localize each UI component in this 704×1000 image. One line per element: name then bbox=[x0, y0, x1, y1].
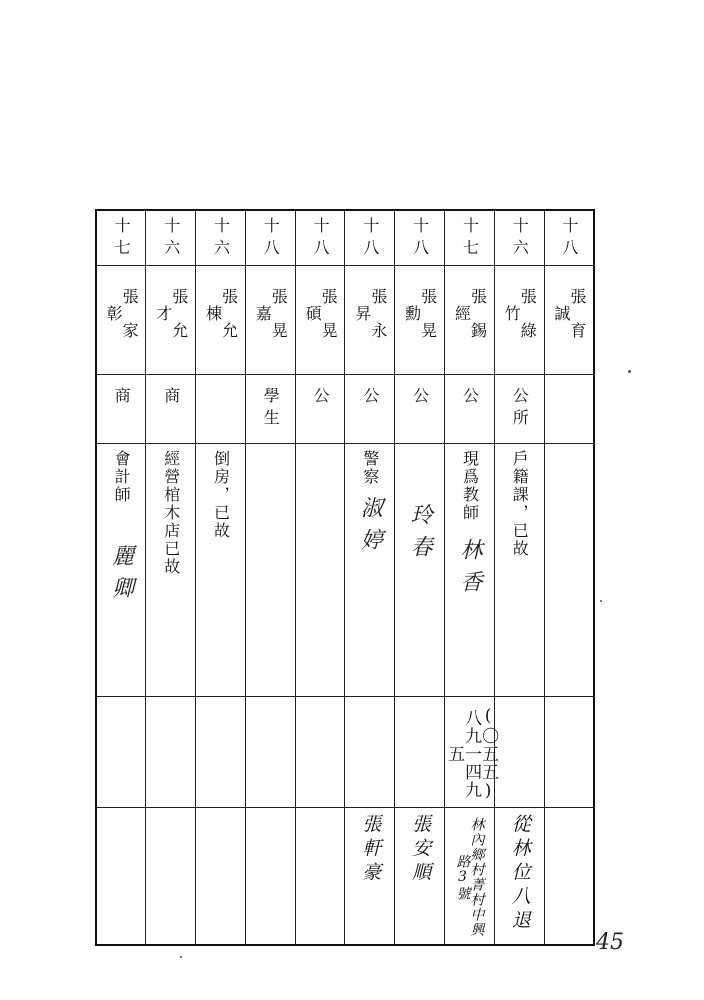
handwritten-char: 玲 bbox=[407, 503, 433, 531]
name-cell bbox=[494, 266, 544, 375]
name-cell bbox=[245, 266, 295, 375]
scan-speck bbox=[180, 956, 182, 958]
generation-cell bbox=[345, 210, 395, 266]
address-cell bbox=[245, 808, 295, 946]
generation-text: 十八 bbox=[360, 217, 380, 261]
notes-cell bbox=[494, 444, 544, 697]
handwritten-char: 淑 bbox=[357, 496, 383, 524]
person-name: 張允棟 bbox=[203, 288, 239, 356]
notes-cell bbox=[445, 444, 495, 697]
handwritten-char: 婷 bbox=[357, 528, 383, 556]
name-cell bbox=[146, 266, 196, 375]
address-cell bbox=[395, 808, 445, 946]
person-name: 張錫經 bbox=[452, 288, 488, 356]
occupation-cell bbox=[146, 375, 196, 444]
generation-cell bbox=[146, 210, 196, 266]
handwritten-address: 從林位八退 bbox=[508, 814, 531, 934]
generation-cell bbox=[295, 210, 345, 266]
spouse-handwriting bbox=[97, 544, 145, 608]
address-cell bbox=[494, 808, 544, 946]
spouse-handwriting bbox=[395, 503, 444, 567]
name-cell bbox=[544, 266, 594, 375]
notes-cell bbox=[245, 444, 295, 697]
scan-speck bbox=[600, 600, 602, 602]
address-row bbox=[96, 808, 594, 946]
name-cell bbox=[345, 266, 395, 375]
phone-cell bbox=[96, 697, 146, 808]
generation-cell bbox=[494, 210, 544, 266]
generation-cell bbox=[96, 210, 146, 266]
address-cell bbox=[96, 808, 146, 946]
occupation-row bbox=[96, 375, 594, 444]
phone-cell bbox=[494, 697, 544, 808]
occupation-text: 公 bbox=[311, 387, 331, 409]
address-cell bbox=[345, 808, 395, 946]
handwritten-char: 春 bbox=[407, 535, 433, 563]
notes-text: 戶籍課，已故 bbox=[510, 450, 530, 558]
address-cell bbox=[196, 808, 246, 946]
name-cell bbox=[96, 266, 146, 375]
occupation-text: 商 bbox=[112, 387, 132, 409]
phone-cell bbox=[544, 697, 594, 808]
occupation-text: 公 bbox=[360, 387, 380, 409]
occupation-cell bbox=[196, 375, 246, 444]
occupation-cell bbox=[295, 375, 345, 444]
generation-text: 十六 bbox=[510, 217, 530, 261]
notes-row bbox=[96, 444, 594, 697]
phone-cell bbox=[146, 697, 196, 808]
name-cell bbox=[295, 266, 345, 375]
address-cell bbox=[544, 808, 594, 946]
occupation-cell bbox=[96, 375, 146, 444]
phone-cell bbox=[245, 697, 295, 808]
occupation-text: 公 bbox=[410, 387, 430, 409]
occupation-cell bbox=[544, 375, 594, 444]
generation-text: 十七 bbox=[112, 217, 132, 261]
handwritten-address: 張安順 bbox=[409, 814, 432, 886]
person-name: 張允才 bbox=[153, 288, 189, 356]
occupation-cell bbox=[494, 375, 544, 444]
address-cell bbox=[146, 808, 196, 946]
notes-text: 會計師 bbox=[112, 450, 132, 504]
notes-stack bbox=[97, 444, 145, 504]
notes-text: 現爲教師 bbox=[460, 450, 480, 522]
address-cell bbox=[445, 808, 495, 946]
notes-cell bbox=[96, 444, 146, 697]
notes-cell bbox=[544, 444, 594, 697]
phone-row bbox=[96, 697, 594, 808]
handwritten-char: 卿 bbox=[108, 576, 134, 604]
name-cell bbox=[445, 266, 495, 375]
phone-cell bbox=[295, 697, 345, 808]
occupation-cell bbox=[395, 375, 445, 444]
generation-text: 十八 bbox=[311, 217, 331, 261]
generation-cell bbox=[445, 210, 495, 266]
occupation-text: 學生 bbox=[261, 387, 281, 431]
generation-text: 十八 bbox=[261, 217, 281, 261]
notes-cell bbox=[395, 444, 445, 697]
name-cell bbox=[196, 266, 246, 375]
occupation-text: 公 bbox=[460, 387, 480, 409]
person-name: 張晃碩 bbox=[303, 288, 339, 356]
phone-number: (〇五五)八九一四九五 bbox=[444, 706, 499, 802]
generation-text: 十八 bbox=[410, 217, 430, 261]
name-cell bbox=[395, 266, 445, 375]
notes-cell bbox=[345, 444, 395, 697]
generation-text: 十七 bbox=[460, 217, 480, 261]
address-cell bbox=[295, 808, 345, 946]
occupation-text: 商 bbox=[161, 387, 181, 409]
generation-cell bbox=[395, 210, 445, 266]
name-row bbox=[96, 266, 594, 375]
occupation-cell bbox=[345, 375, 395, 444]
person-name: 張晃勳 bbox=[402, 288, 438, 356]
spouse-handwriting bbox=[445, 538, 494, 602]
generation-text: 十八 bbox=[559, 217, 579, 261]
generation-row bbox=[96, 210, 594, 266]
person-name: 張晃嘉 bbox=[253, 288, 289, 356]
phone-cell bbox=[345, 697, 395, 808]
person-name: 張家彰 bbox=[104, 288, 140, 356]
occupation-text: 公所 bbox=[510, 387, 530, 431]
page-number: 45 bbox=[596, 930, 624, 955]
notes-text: 經營棺木店已故 bbox=[161, 450, 181, 576]
person-name: 張永昇 bbox=[352, 288, 388, 356]
phone-cell bbox=[196, 697, 246, 808]
phone-cell bbox=[444, 697, 499, 808]
occupation-cell bbox=[245, 375, 295, 444]
person-name: 張育誠 bbox=[551, 288, 587, 356]
notes-cell bbox=[295, 444, 345, 697]
occupation-cell bbox=[445, 375, 495, 444]
scan-speck bbox=[628, 370, 631, 373]
genealogy-register-table bbox=[95, 209, 595, 946]
handwritten-char: 林 bbox=[456, 538, 482, 566]
handwritten-address: 林內鄉村菁村中興路3號 bbox=[454, 817, 485, 937]
notes-cell bbox=[196, 444, 246, 697]
notes-text: 警察 bbox=[360, 450, 380, 486]
generation-cell bbox=[245, 210, 295, 266]
generation-cell bbox=[544, 210, 594, 266]
phone-cell bbox=[395, 697, 445, 808]
generation-cell bbox=[196, 210, 246, 266]
generation-text: 十六 bbox=[211, 217, 231, 261]
notes-text: 倒房，已故 bbox=[211, 450, 231, 540]
generation-text: 十六 bbox=[161, 217, 181, 261]
handwritten-char: 麗 bbox=[108, 544, 134, 572]
spouse-handwriting bbox=[345, 496, 394, 560]
handwritten-char: 香 bbox=[456, 570, 482, 598]
notes-cell bbox=[146, 444, 196, 697]
person-name: 張綠竹 bbox=[502, 288, 538, 356]
handwritten-address: 張軒豪 bbox=[359, 814, 382, 886]
